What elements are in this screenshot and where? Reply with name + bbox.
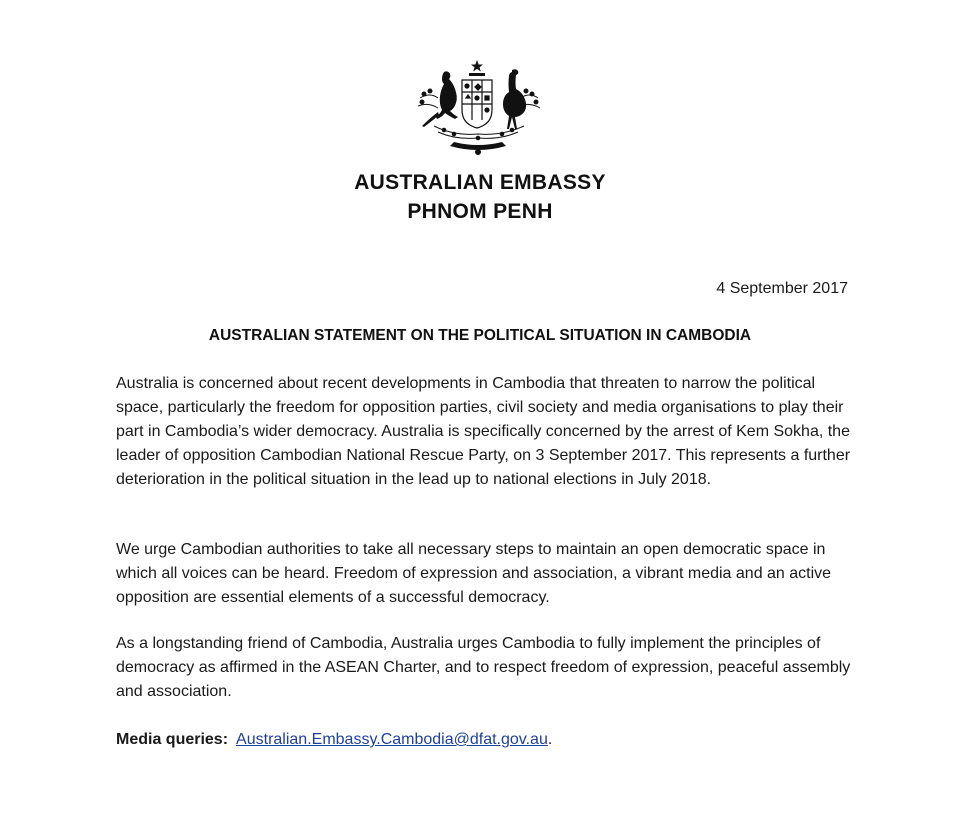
star-icon	[471, 60, 483, 72]
media-email-link[interactable]: Australian.Embassy.Cambodia@dfat.gov.au	[236, 731, 548, 748]
paragraph-urge: We urge Cambodian authorities to take all necessary steps to maintain an open democratic space in which all voices can be heard. Freedom of expression and association, a vibrant media and an active opposition are essential elements of a successful democracy.	[116, 541, 832, 606]
paragraph-concern: Australia is concerned about recent developments in Cambodia that threaten to narrow the political space, particularly the freedom for opposition parties, civil society and media organisations to play their part in Cambodia’s wider democracy. Australia is specifically concerned by the arrest of Kem Sokha, the leader of opposition Cambodian National Rescue Party, on 3 September 2017. This represents a further deterioration in the political situation in the lead up to national elections in July 2018.	[116, 375, 851, 488]
coat-of-arms-icon	[414, 58, 544, 158]
media-queries	[116, 728, 552, 752]
kangaroo-icon	[422, 71, 458, 127]
shield-icon	[462, 80, 492, 128]
media-trailing: .	[547, 731, 553, 748]
embassy-city: PHNOM PENH	[407, 200, 553, 223]
statement-title: AUSTRALIAN STATEMENT ON THE POLITICAL SITUATION IN CAMBODIA	[208, 327, 752, 344]
media-queries-label: Media queries:	[116, 731, 229, 748]
embassy-name: AUSTRALIAN EMBASSY	[354, 171, 606, 194]
emu-icon	[503, 69, 526, 129]
paragraph-friendship: As a longstanding friend of Cambodia, Australia urges Cambodia to fully implement the principles of democracy as affirmed in the ASEAN Charter, and to respect freedom of expression, peaceful assembly and association.	[116, 635, 851, 700]
statement-date: 4 September 2017	[716, 280, 848, 297]
